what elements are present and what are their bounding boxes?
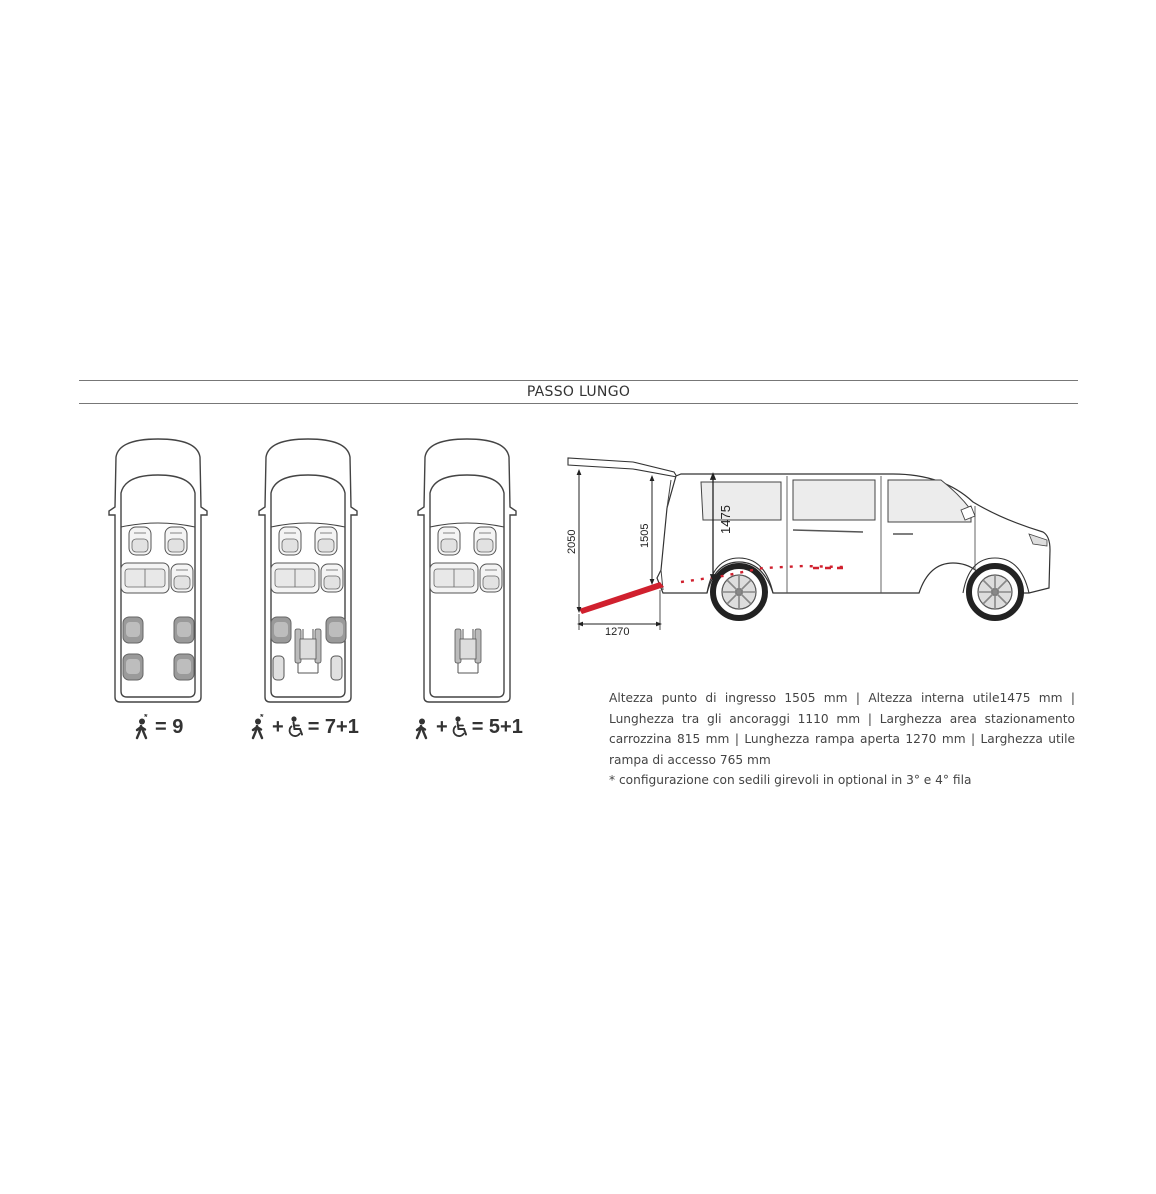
front-wheel	[969, 566, 1021, 618]
config-label-5-1	[414, 712, 523, 742]
wheelchair-icon	[452, 716, 469, 738]
side-window	[793, 480, 875, 520]
config-label-9	[134, 712, 183, 742]
header-top-rule	[79, 380, 1078, 381]
floorplan-config-5-1	[410, 435, 524, 705]
section-title: PASSO LUNGO	[526, 384, 631, 400]
config-total: = 7+1	[307, 715, 359, 738]
dimension-1475: 1475	[718, 505, 733, 534]
spec-footnote: * configurazione con sedili girevoli in optional in 3° e 4° fila	[609, 773, 972, 787]
rear-wheel	[713, 566, 765, 618]
floorplan-config-7-1	[251, 435, 365, 705]
config-label-7-1	[250, 712, 359, 742]
asterisk-mark: *	[260, 714, 264, 722]
config-total: = 9	[155, 715, 184, 738]
access-ramp	[579, 582, 664, 614]
plus-sign: +	[272, 715, 284, 738]
floorplan-config-9	[101, 435, 215, 705]
spec-description	[609, 688, 1075, 791]
dimension-1270: 1270	[605, 626, 630, 638]
dimension-1505: 1505	[639, 523, 651, 548]
spec-text: Altezza punto di ingresso 1505 mm | Altezza interna utile1475 mm | Lunghezza tra gli ancoraggi 1110 mm | Larghezza area stazionamento carrozzina 815 mm | Lunghezza rampa aperta 1270 mm | Larghezza utile rampa di accesso 765 mm	[609, 691, 1075, 767]
header-bottom-rule	[79, 403, 1078, 404]
person-icon	[134, 714, 152, 740]
wheelchair-icon	[288, 716, 305, 738]
person-icon	[414, 714, 432, 740]
dimension-2050: 2050	[566, 529, 578, 554]
person-icon	[250, 714, 268, 740]
open-tailgate	[568, 458, 677, 477]
van-side-view	[563, 450, 1068, 640]
config-total: = 5+1	[471, 715, 523, 738]
plus-sign: +	[436, 715, 448, 738]
asterisk-mark: *	[144, 714, 148, 722]
front-window	[888, 480, 971, 522]
